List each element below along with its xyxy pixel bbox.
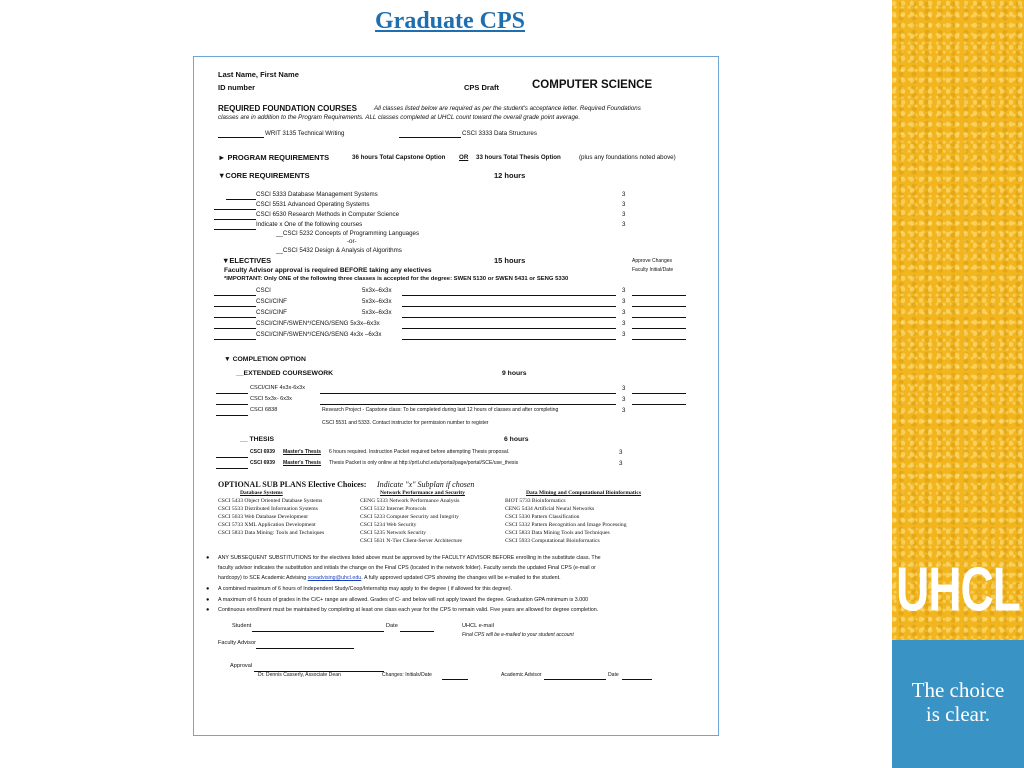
note-3: A maximum of 6 hours of grades in the C/C+ range are allowed. Grades of C- and below will not apply toward the degree. Graduation GPA minimum is 3.000 [218,597,589,603]
program-title: COMPUTER SCIENCE [532,79,653,91]
subplan-dm-item-2: CENG 5434 Artificial Neural Networks [505,506,595,512]
student-name-label: Last Name, First Name [218,70,299,79]
program-req-option-1: 36 hours Total Capstone Option [352,154,446,161]
subplan-dm-item-1: BIOT 5733 Bioinformatics [505,498,566,504]
subplan-dm-head: Data Mining and Computational Bioinformatics [526,490,641,496]
elective-hours-5: 3 [622,331,626,338]
subplans-hint: Indicate "x" Subplan if chosen [377,480,475,489]
elective-code-3: 5x3x–6x3x [362,309,392,316]
subplan-net-item-3: CSCI 5233 Computer Security and Integrity [360,514,459,520]
note-bullet-2: ● [206,586,210,592]
thesis-hours-1: 3 [619,449,623,456]
note-bullet-3: ● [206,597,210,603]
extended-title: __EXTENDED COURSEWORK [236,370,334,377]
core-course-3: CSCI 6530 Research Methods in Computer Science [256,211,400,218]
program-req-title: ► PROGRAM REQUIREMENTS [218,153,330,162]
elective-course-4: CSCI/CINF/SWEN*/CENG/SENG 5x3x–6x3x [256,320,380,327]
email-note: Final CPS will be e-mailed to your student account [462,632,574,638]
subplan-dm-item-4: CSCI 5332 Pattern Recognition and Image Processing [505,522,627,528]
note-1-line-1: ANY SUBSEQUENT SUBSTITUTIONS for the electives listed above must be approved by the FACULTY ADVISOR BEFORE enrolling in the substitute class. The [218,555,601,561]
subplan-db-item-5: CSCI 5833 Data Mining: Tools and Techniques [218,530,325,536]
thesis-title: __ THESIS [240,436,274,443]
foundation-note-1: All classes listed below are required as per the student's acceptance letter. Required Foundations [374,105,641,112]
note-bullet-4: ● [206,607,210,613]
id-number-label: ID number [218,83,256,92]
student-date-label: Date [386,623,398,629]
faculty-advisor-label: Faculty Advisor [218,640,256,646]
elective-hours-4: 3 [622,320,626,327]
uhcl-email-label: UHCL e-mail [462,623,494,629]
extended-course-2: CSCI 5x3x- 6x3x [250,396,292,402]
cps-draft-label: CPS Draft [464,83,500,92]
core-course-4: Indicate x One of the following courses [256,221,363,228]
advisor-approval-note: Faculty Advisor approval is required BEFORE taking any electives [224,267,432,274]
subplan-net-item-4: CSCI 5234 Web Security [360,522,417,528]
subplan-net-item-5: CSCI 5235 Network Security [360,530,427,536]
program-req-option-2: 33 hours Total Thesis Option [476,154,561,161]
thesis-desc-2: Thesis Packet is only online at http://prtl.uhcl.edu/portal/page/portal/SCE/use_thesis [329,460,519,466]
core-hours-1: 3 [622,191,626,198]
thesis-course-1: CSCI 6939 [250,449,275,455]
associate-dean-name: Dr. Dennis Casserly, Associate Dean [258,672,341,678]
core-course-1: CSCI 5333 Database Management Systems [256,191,378,198]
core-hours: 12 hours [494,171,526,180]
subplans-title: OPTIONAL SUB PLANS Elective Choices: [218,480,367,489]
subplan-db-item-3: CSCI 5633 Web Database Development [218,514,308,520]
elective-code-1: 5x3x–6x3x [362,287,392,294]
program-req-or: OR [459,154,469,161]
core-choice-1: __CSCI 5232 Concepts of Programming Languages [276,230,420,237]
elective-hours-3: 3 [622,309,626,316]
subplan-dm-item-6: CSCI 5933 Computational Bioinformatics [505,538,600,544]
foundation-course-1: WRIT 3135 Technical Writing [265,130,345,137]
extended-course-1: CSCI/CINF 4x3x-6x3x [250,385,306,391]
thesis-hours-2: 3 [619,460,623,467]
extended-hours-3: 3 [622,407,626,414]
foundation-course-2: CSCI 3333 Data Structures [462,130,537,137]
subplan-net-item-1: CENG 5333 Network Performance Analysis [360,498,460,504]
foundation-title: REQUIRED FOUNDATION COURSES [218,104,357,113]
thesis-course-2: CSCI 6939 [250,460,275,466]
core-title: ▼CORE REQUIREMENTS [218,171,310,180]
subplan-db-head: Database Systems [240,490,283,496]
thesis-label-1: Master's Thesis [283,449,322,455]
important-note: *IMPORTANT: Only ONE of the following three classes is accepted for the degree: SWEN 5130 or SWEN 5431 or SENG 5330 [224,276,569,282]
subplan-net-item-6: CSCI 5631 N-Tier Client-Server Architecture [360,538,463,544]
thesis-desc-1: 6 hours required. Instruction Packet required before attempting Thesis proposal. [329,449,510,455]
thesis-hours: 6 hours [504,436,529,443]
approve-changes-label: Approve Changes [632,258,673,264]
note-1-line-3: hardcopy) to SCE Academic Advising sceadvising@uhcl.edu. A fully approved updated CPS showing the changes will be e-mailed to the student. [218,575,561,581]
elective-course-2: CSCI/CINF [256,298,287,305]
electives-hours: 15 hours [494,256,526,265]
advising-email-link[interactable]: sceadvising@uhcl.edu [307,575,362,581]
electives-title: ▼ELECTIVES [222,256,272,265]
core-hours-2: 3 [622,201,626,208]
extended-hours-1: 3 [622,385,626,392]
elective-hours-2: 3 [622,298,626,305]
cps-document [193,56,719,736]
academic-advisor-label: Academic Advisor [501,672,542,678]
note-4: Continuous enrollment must be maintained by completing at least one class each year for the CPS to remain valid. Five years are allowed for degree completion. [218,607,599,613]
elective-course-1: CSCI [256,287,271,294]
student-signature-label: Student [232,623,252,629]
core-course-2: CSCI 5531 Advanced Operating Systems [256,201,370,208]
elective-course-3: CSCI/CINF [256,309,287,316]
textured-yellow-panel [892,0,1024,640]
changes-initials-label: Changes: Initials/Date [382,672,432,678]
brand-sidebar [892,0,1024,768]
uhcl-logo: UHCL [896,553,1020,625]
thesis-label-2: Master's Thesis [283,460,322,466]
subplan-net-item-2: CSCI 5132 Internet Protocols [360,506,427,512]
core-choice-2: __CSCI 5432 Design & Analysis of Algorithms [276,247,402,254]
subplan-net-head: Network Performance and Security [380,490,465,496]
subplan-db-item-4: CSCI 5733 XML Application Development [218,522,316,528]
core-hours-4: 3 [622,221,626,228]
research-note-2: CSCI 5531 and 5333. Contact instructor for permission number to register [322,420,489,426]
program-req-note: (plus any foundations noted above) [579,154,676,161]
extended-hours-2: 3 [622,396,626,403]
core-hours-3: 3 [622,211,626,218]
tagline-line-2: is clear. [925,702,991,726]
completion-title: ▼ COMPLETION OPTION [224,356,306,363]
elective-course-5: CSCI/CINF/SWEN*/CENG/SENG 4x3x –6x3x [256,331,382,338]
slide-title: Graduate CPS [375,8,525,34]
faculty-initial-label: Faculty Initial/Date [632,267,674,273]
note-1-line-2: faculty advisor indicates the substitution and initials the change on the Final CPS (located in the network folder). Faculty sends the updated Final CPS (e-mail or [218,565,596,571]
core-choice-or: -or- [347,238,357,245]
note-bullet-1: ● [206,555,210,561]
extended-hours: 9 hours [502,370,527,377]
research-note-1: Research Project - Capstone class: To be completed during last 12 hours of classes and after completing [322,407,559,413]
subplan-db-item-2: CSCI 5533 Distributed Information Systems [218,506,318,512]
approval-label: Approval [230,663,253,669]
subplan-db-item-1: CSCI 5433 Object Oriented Database Systems [218,498,323,504]
academic-date-label: Date [608,672,619,678]
elective-hours-1: 3 [622,287,626,294]
foundation-note-2: classes are in addition to the Program Requirements. ALL classes completed at UHCL count toward the overall grade point average. [218,114,581,121]
note-2: A combined maximum of 6 hours of Independent Study/Coop/Internship may apply to the degree ( if allowed for this degree). [218,586,513,592]
tagline-line-1: The choice [911,678,1005,702]
extended-course-3: CSCI 6838 [250,407,278,413]
subplan-dm-item-5: CSCI 5833 Data Mining Tools and Techniques [505,530,610,536]
subplan-dm-item-3: CSCI 5330 Pattern Classification [505,514,580,520]
elective-code-2: 5x3x–6x3x [362,298,392,305]
